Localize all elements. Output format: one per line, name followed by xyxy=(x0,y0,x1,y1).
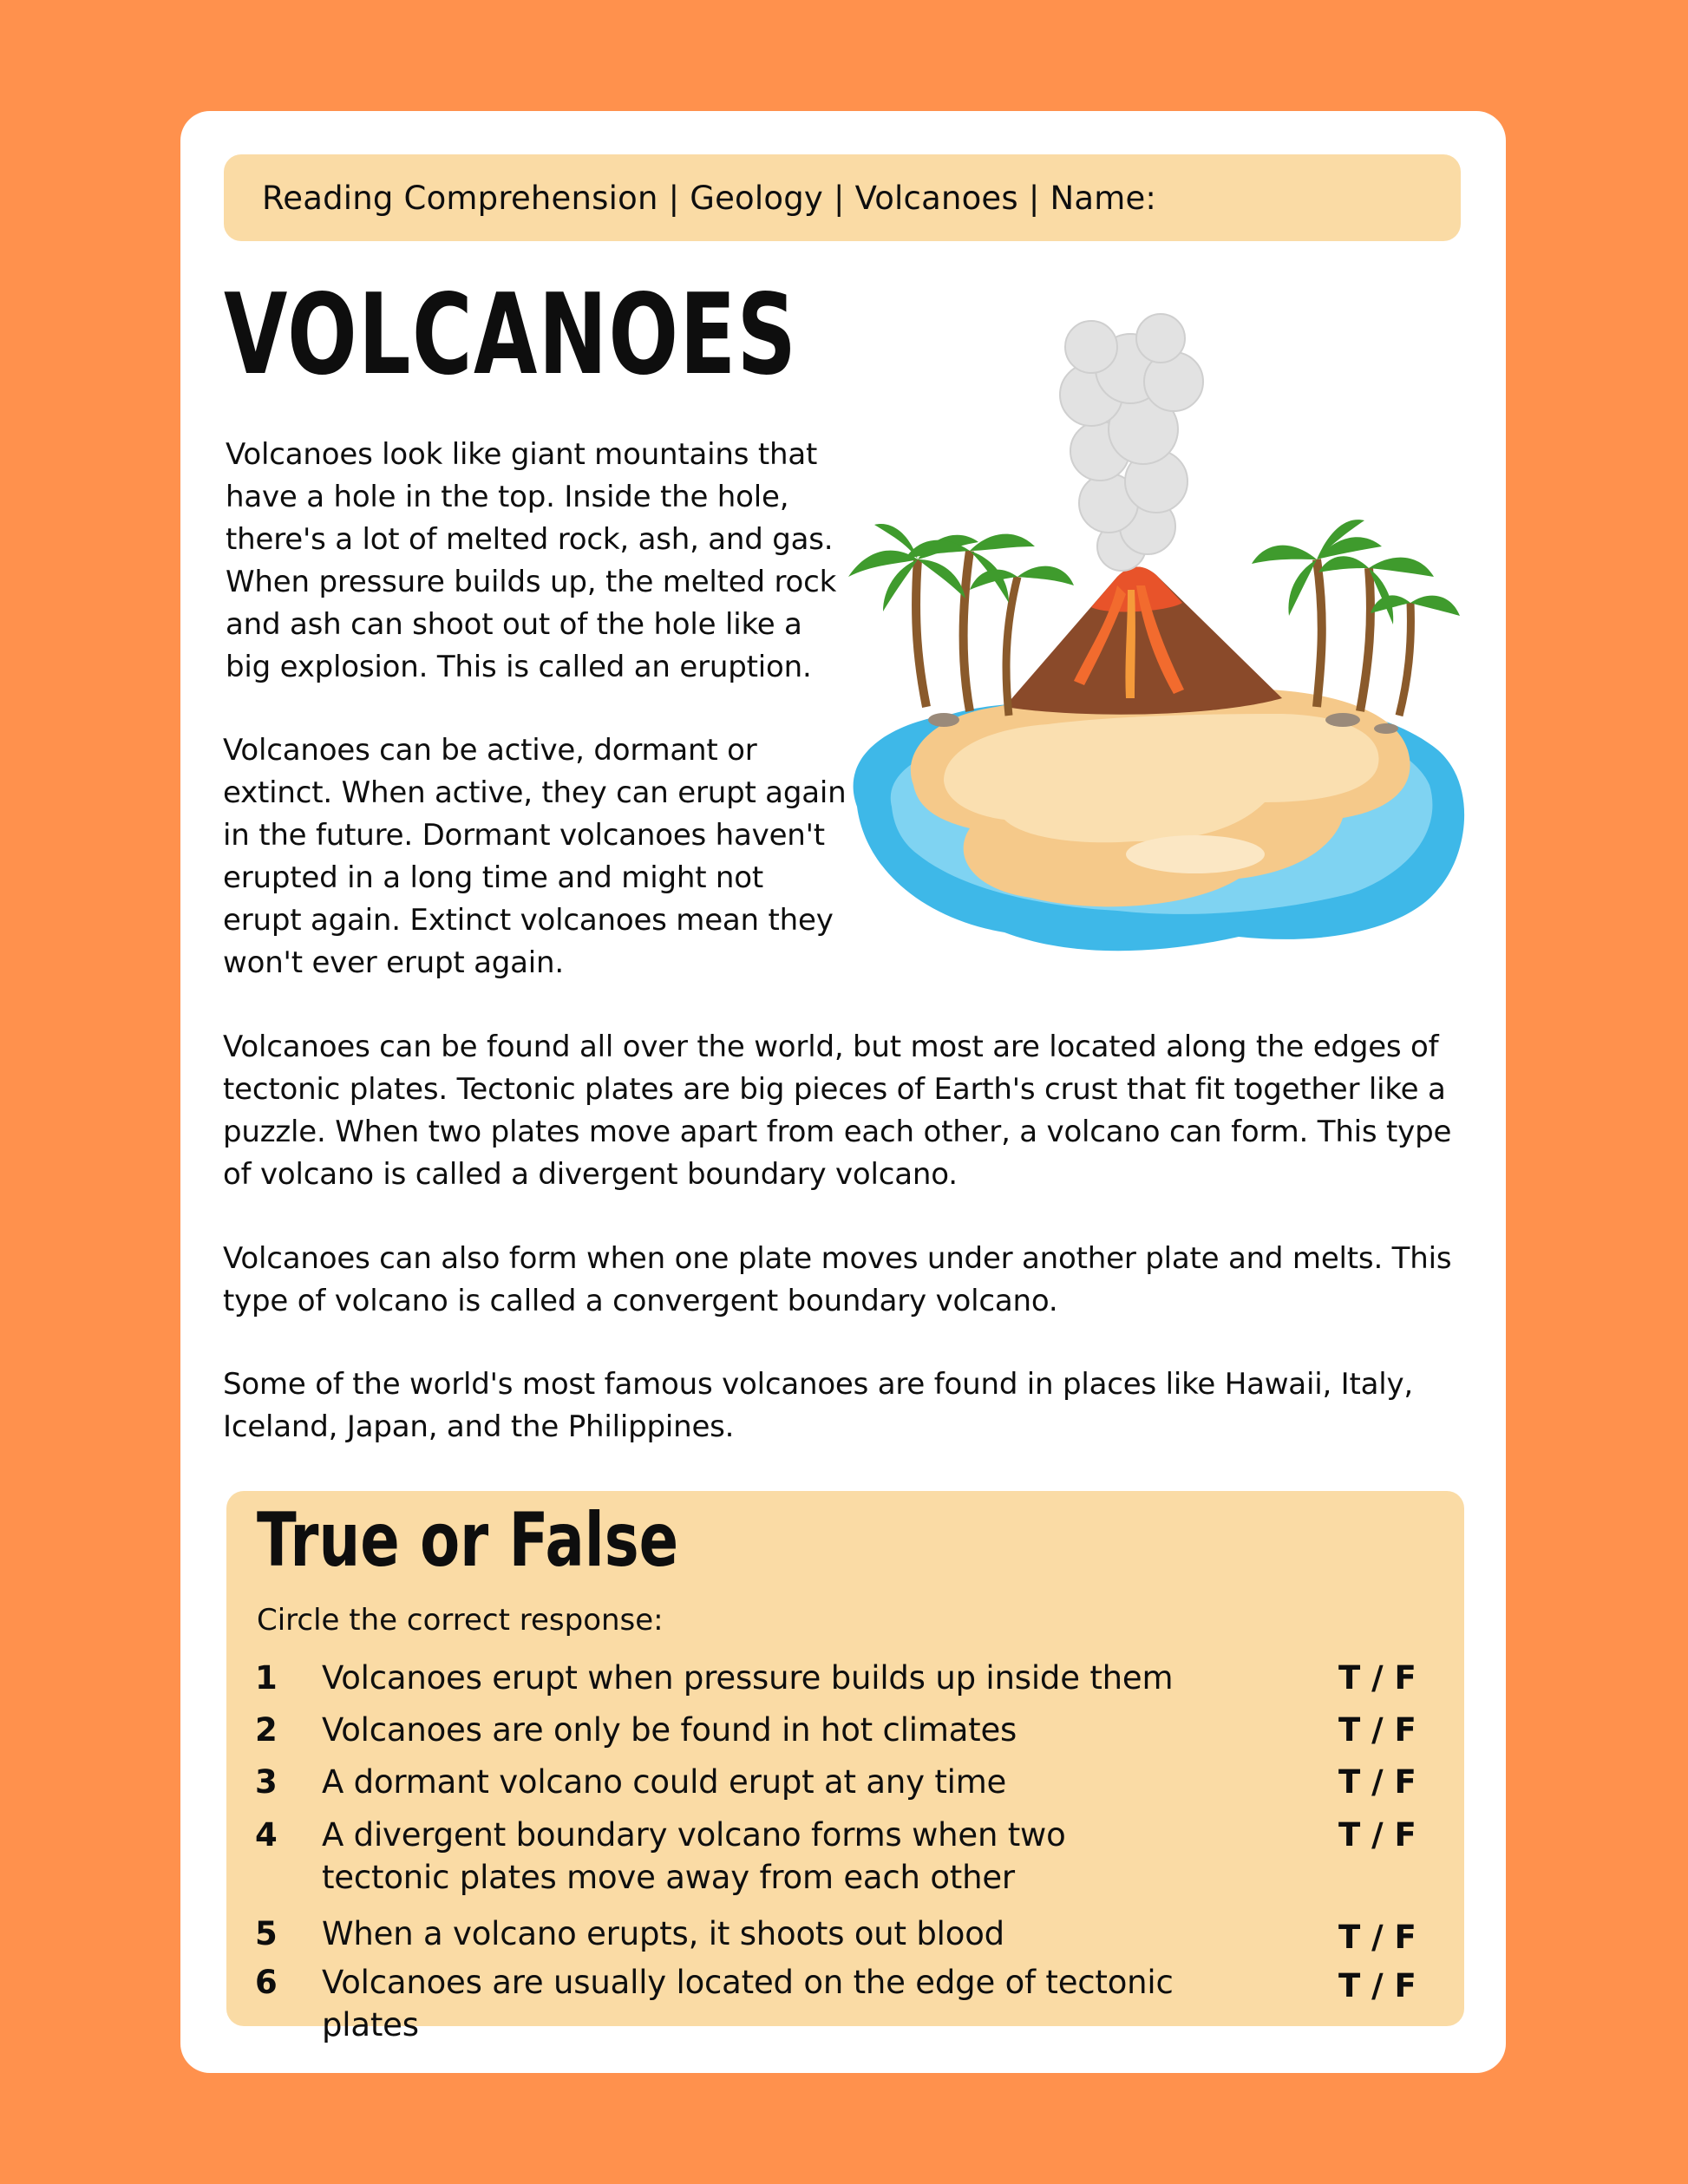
paragraph-convergent: Volcanoes can also form when one plate moves under another plate and melts. This type of volcano is called a convergent boundary volcano. xyxy=(223,1241,1452,1318)
question-text: A divergent boundary volcano forms when two tectonic plates move away from each other xyxy=(322,1816,1066,1896)
question-number: 2 xyxy=(255,1711,278,1749)
page-title: VOLCANOES xyxy=(224,271,798,400)
question-number: 3 xyxy=(255,1763,278,1801)
question-number: 4 xyxy=(255,1816,278,1854)
quiz-instruction: Circle the correct response: xyxy=(257,1603,664,1638)
paragraph-tectonic-plates: Volcanoes can be found all over the world, but most are located along the edges of tectonic plates. Tectonic plates are big pieces of Earth's crust that fit together like a puzzle. When two plates move apart from each other, a volcano can form. This type of volcano is called a divergent boundary volcano. xyxy=(223,1030,1452,1192)
volcano-island-illustration xyxy=(831,299,1473,989)
question-number: 1 xyxy=(255,1659,278,1697)
true-false-choice[interactable]: T / F xyxy=(1338,1659,1416,1697)
question-number: 6 xyxy=(255,1964,278,2001)
question-text: Volcanoes are usually located on the edge of tectonic plates xyxy=(322,1964,1174,2043)
true-false-choice[interactable]: T / F xyxy=(1338,1816,1416,1854)
header-text: Reading Comprehension | Geology | Volcanoes | Name: xyxy=(262,179,1157,217)
true-false-choice[interactable]: T / F xyxy=(1338,1967,1416,2004)
paragraph-eruption: Volcanoes look like giant mountains that have a hole in the top. Inside the hole, there's a lot of melted rock, ash, and gas. When pressure builds up, the melted rock and ash can shoot out of the hole like a big explosion. This is called an eruption. xyxy=(226,437,837,684)
paragraph-famous-volcanoes: Some of the world's most famous volcanoes are found in places like Hawaii, Italy, Iceland, Japan, and the Philippines. xyxy=(223,1367,1414,1444)
question-text: When a volcano erupts, it shoots out blood xyxy=(322,1915,1004,1952)
question-text: Volcanoes are only be found in hot climates xyxy=(322,1711,1017,1749)
header-bar xyxy=(224,154,1461,241)
true-false-choice[interactable]: T / F xyxy=(1338,1711,1416,1749)
quiz-title: True or False xyxy=(257,1497,679,1584)
question-text: Volcanoes erupt when pressure builds up inside them xyxy=(322,1659,1174,1697)
question-number: 5 xyxy=(255,1915,278,1952)
paragraph-volcano-states: Volcanoes can be active, dormant or extinct. When active, they can erupt again in the future. Dormant volcanoes haven't erupted in a long time and might not erupt again. Extinct volcanoes mean they won't ever erupt again. xyxy=(223,733,847,980)
question-text: A dormant volcano could erupt at any time xyxy=(322,1763,1007,1801)
true-false-choice[interactable]: T / F xyxy=(1338,1763,1416,1801)
true-false-choice[interactable]: T / F xyxy=(1338,1919,1416,1956)
